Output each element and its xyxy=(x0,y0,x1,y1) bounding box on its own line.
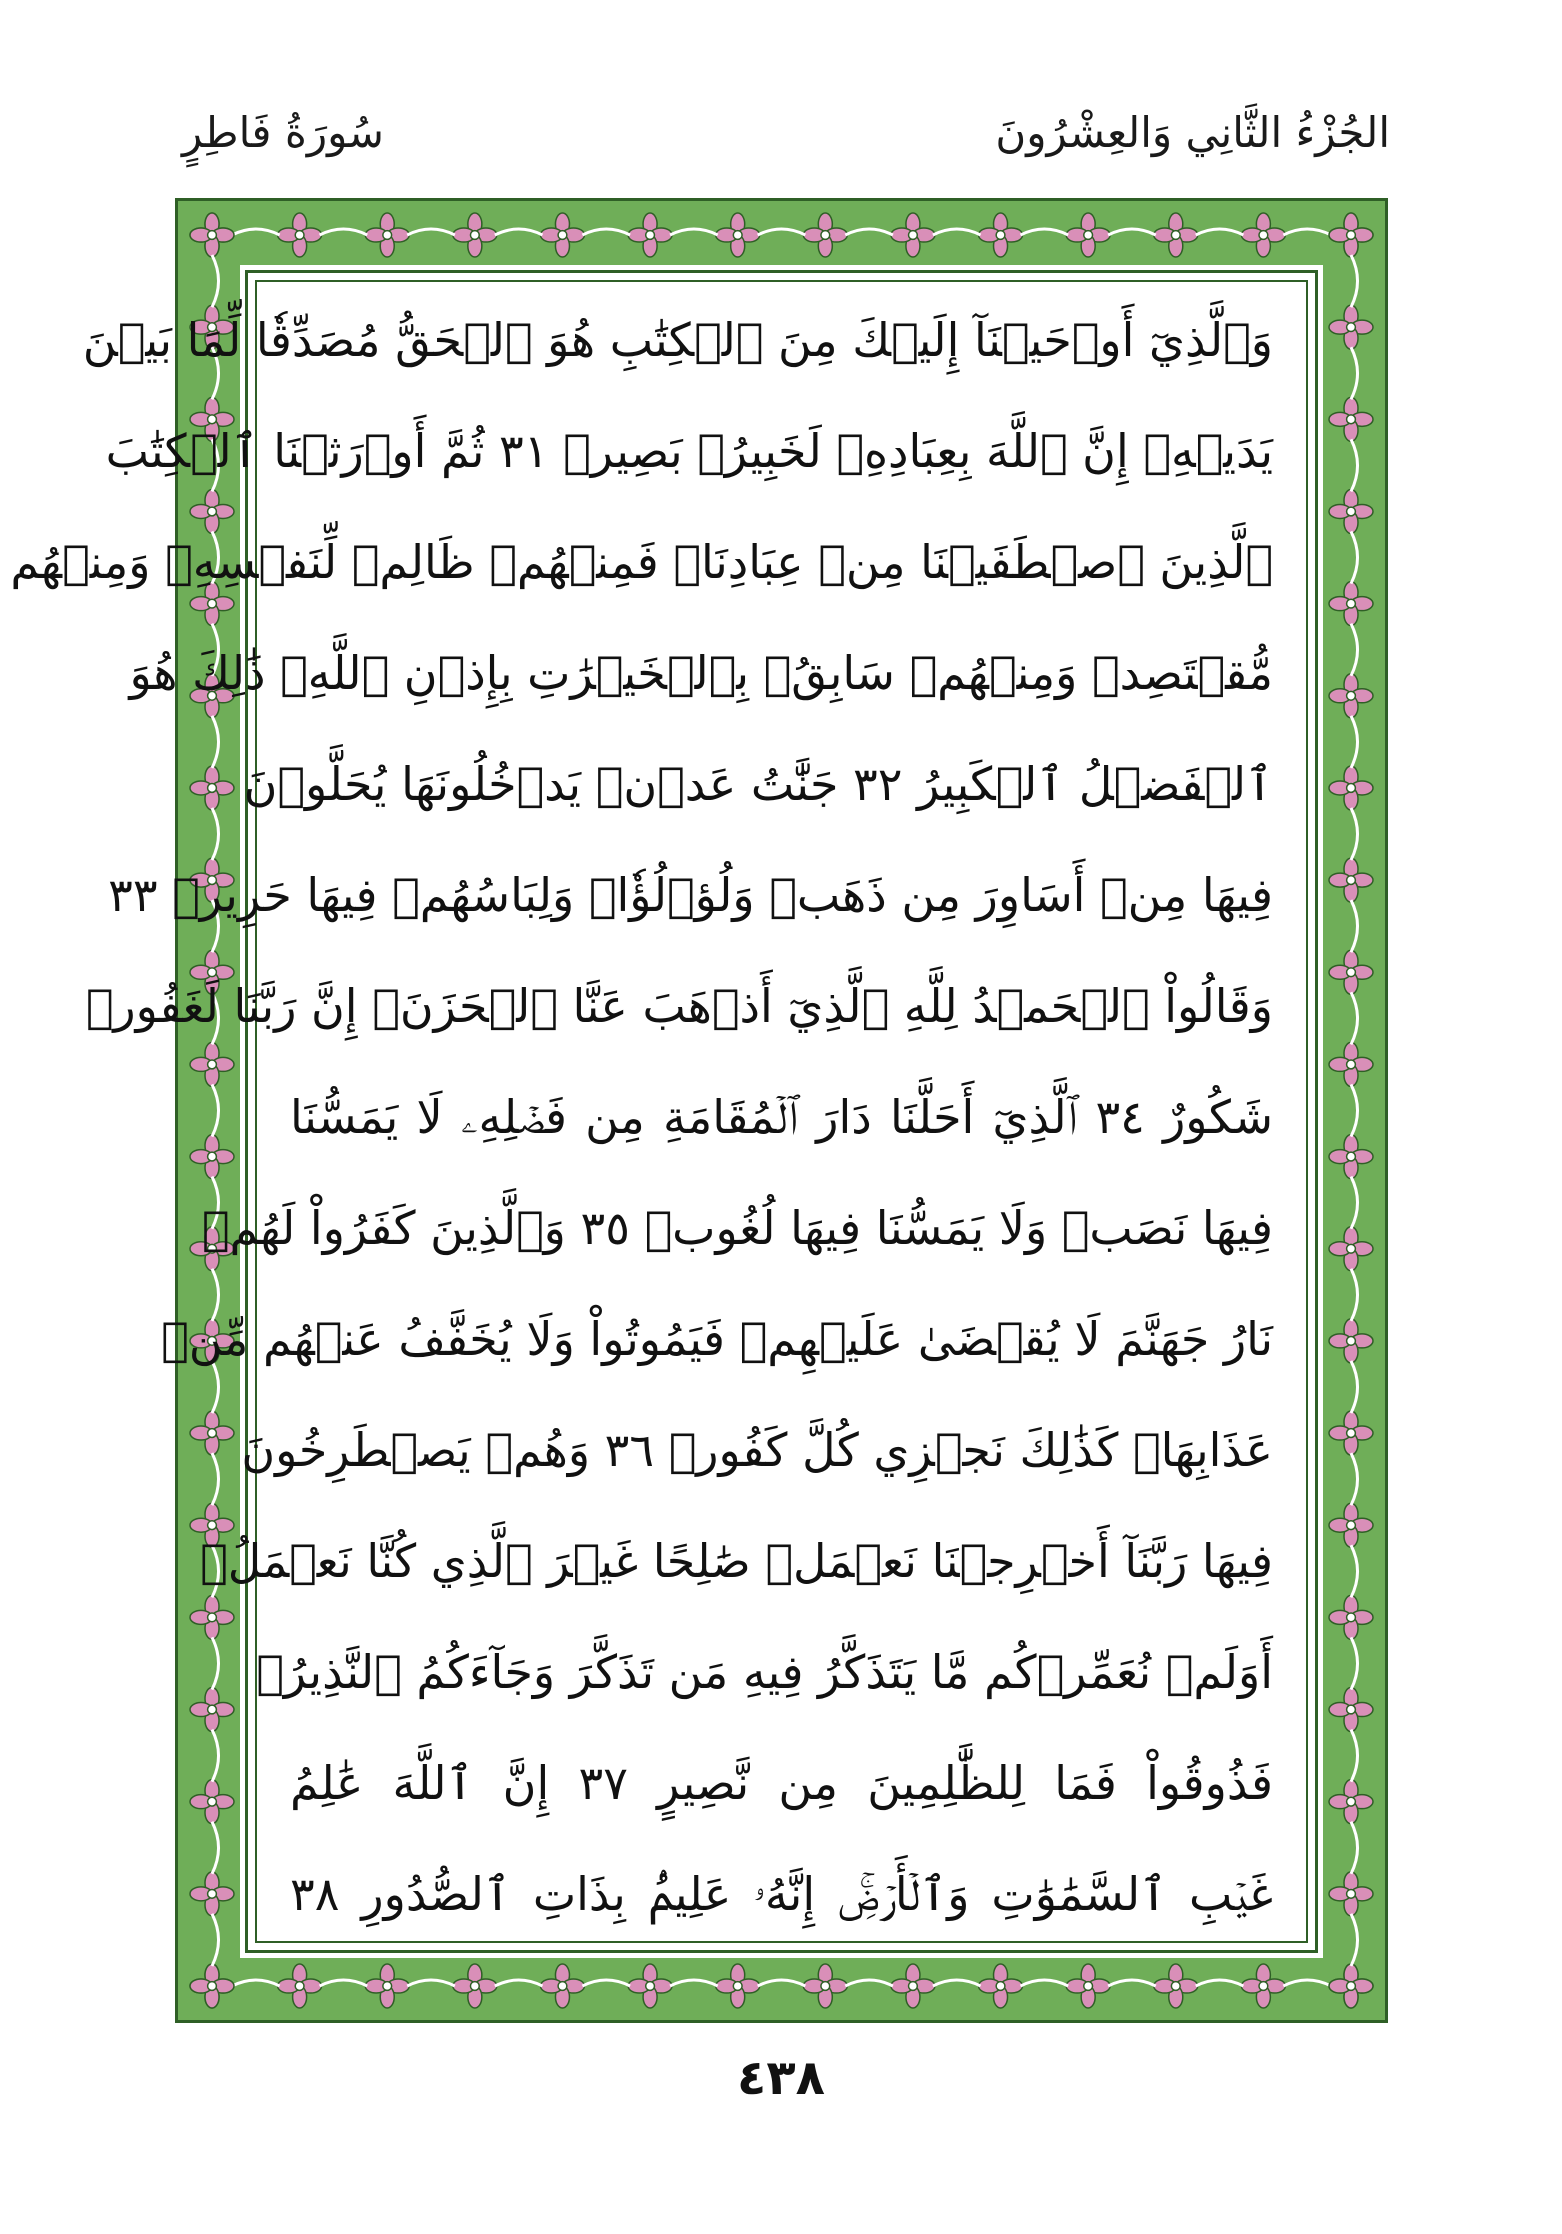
vine-ornament xyxy=(1108,1980,1156,1986)
vine-ornament xyxy=(1196,1980,1244,1986)
verse-line: فِيهَا مِنۡ أَسَاوِرَ مِن ذَهَبٖ وَلُؤۡلُؤٗاۖ وَلِبَاسُهُمۡ فِيهَا حَرِيرٞ ٣٣ xyxy=(108,868,1273,922)
verse-line: وَقَالُواْ ٱلۡحَمۡدُ لِلَّهِ ٱلَّذِيٓ أَذۡهَبَ عَنَّا ٱلۡحَزَنَۖ إِنَّ رَبَّنَا لَغَفُورٞ xyxy=(85,979,1273,1033)
flower-ornament xyxy=(628,213,672,257)
vine-ornament xyxy=(1351,1177,1358,1229)
verse-lines xyxy=(10,285,1274,1950)
flower-ornament xyxy=(891,1964,935,2008)
vine-ornament xyxy=(1021,1980,1069,1986)
vine-ornament xyxy=(1351,1914,1358,1966)
vine-ornament xyxy=(1351,439,1358,491)
flower-ornament xyxy=(1329,1964,1373,2008)
flower-ornament xyxy=(190,1780,234,1824)
flower-ornament xyxy=(1329,1872,1373,1916)
flower-ornament xyxy=(1066,213,1110,257)
flower-ornament xyxy=(716,1964,760,2008)
flower-ornament xyxy=(1329,397,1373,441)
vine-ornament xyxy=(582,229,630,235)
flower-ornament xyxy=(979,1964,1023,2008)
verse-line: غَيۡبِ ٱلسَّمَٰوَٰتِ وَٱلۡأَرۡضِۚ إِنَّهُۥ عَلِيمُۢ بِذَاتِ ٱلصُّدُورِ ٣٨ xyxy=(290,1867,1273,1921)
vine-ornament xyxy=(212,1730,219,1782)
flower-ornament xyxy=(190,1872,234,1916)
vine-ornament xyxy=(1351,808,1358,860)
vine-ornament xyxy=(758,1980,806,1986)
vine-ornament xyxy=(212,1914,219,1966)
vine-ornament xyxy=(933,1980,981,1986)
vine-ornament xyxy=(212,1453,219,1505)
verse-line: فِيهَا رَبَّنَآ أَخۡرِجۡنَا نَعۡمَلۡ صَٰلِحًا غَيۡرَ ٱلَّذِي كُنَّا نَعۡمَلُۚ xyxy=(200,1534,1273,1588)
surah-title: سُورَةُ فَاطِرٍ xyxy=(182,108,385,157)
verse-line: عَذَابِهَاۚ كَذَٰلِكَ نَجۡزِي كُلَّ كَفُورٖ ٣٦ وَهُمۡ يَصۡطَرِخُونَ xyxy=(241,1423,1273,1477)
vine-ornament xyxy=(1283,229,1331,235)
vine-ornament xyxy=(1351,992,1358,1044)
vine-ornament xyxy=(495,1980,543,1986)
vine-ornament xyxy=(1108,229,1156,235)
vine-ornament xyxy=(670,229,718,235)
flower-ornament xyxy=(803,1964,847,2008)
vine-ornament xyxy=(582,1980,630,1986)
flower-ornament xyxy=(1329,950,1373,994)
vine-ornament xyxy=(1351,716,1358,768)
vine-ornament xyxy=(1351,1453,1358,1505)
vine-ornament xyxy=(212,1084,219,1136)
vine-ornament xyxy=(1196,229,1244,235)
flower-ornament xyxy=(628,1964,672,2008)
flower-ornament xyxy=(453,1964,497,2008)
flower-ornament xyxy=(190,1135,234,1179)
flower-ornament xyxy=(1329,1135,1373,1179)
verse-line: نَارُ جَهَنَّمَ لَا يُقۡضَىٰ عَلَيۡهِمۡ فَيَمُوتُواْ وَلَا يُخَفَّفُ عَنۡهُم مِّنۡ xyxy=(161,1312,1273,1366)
vine-ornament xyxy=(320,1980,368,1986)
flower-ornament xyxy=(803,213,847,257)
vine-ornament xyxy=(1351,900,1358,952)
flower-ornament xyxy=(1329,1780,1373,1824)
flower-ornament xyxy=(1329,489,1373,533)
flower-ornament xyxy=(1241,213,1285,257)
vine-ornament xyxy=(1351,624,1358,676)
vine-ornament xyxy=(212,1637,219,1689)
vine-ornament xyxy=(1351,347,1358,399)
flower-ornament xyxy=(1329,1595,1373,1639)
verse-line: أَوَلَمۡ نُعَمِّرۡكُم مَّا يَتَذَكَّرُ فِيهِ مَن تَذَكَّرَ وَجَآءَكُمُ ٱلنَّذِيرُۖ xyxy=(256,1645,1273,1699)
vine-ornament xyxy=(1283,1980,1331,1986)
verse-line: وَٱلَّذِيٓ أَوۡحَيۡنَآ إِلَيۡكَ مِنَ ٱلۡكِتَٰبِ هُوَ ٱلۡحَقُّ مُصَدِّقٗا لِّمَا بَيۡنَ xyxy=(82,313,1273,367)
flower-ornament xyxy=(1241,1964,1285,2008)
flower-ornament xyxy=(1154,1964,1198,2008)
vine-ornament xyxy=(1351,1730,1358,1782)
vine-ornament xyxy=(1021,229,1069,235)
flower-ornament xyxy=(1329,1319,1373,1363)
vine-ornament xyxy=(1351,1269,1358,1321)
verse-line: فِيهَا نَصَبٞ وَلَا يَمَسُّنَا فِيهَا لُغُوبٞ ٣٥ وَٱلَّذِينَ كَفَرُواْ لَهُمۡ xyxy=(201,1201,1273,1255)
flower-ornament xyxy=(453,213,497,257)
vine-ornament xyxy=(758,229,806,235)
flower-ornament xyxy=(1329,1688,1373,1732)
flower-ornament xyxy=(190,766,234,810)
vine-ornament xyxy=(1351,531,1358,583)
flower-ornament xyxy=(1066,1964,1110,2008)
juz-title: الجُزْءُ الثَّانِي وَالعِشْرُونَ xyxy=(995,108,1390,157)
flower-ornament xyxy=(1329,674,1373,718)
flower-ornament xyxy=(716,213,760,257)
flower-ornament xyxy=(1329,1503,1373,1547)
vine-ornament xyxy=(1351,1545,1358,1597)
flower-ornament xyxy=(1329,213,1373,257)
vine-ornament xyxy=(670,1980,718,1986)
vine-ornament xyxy=(1351,1637,1358,1689)
flower-ornament xyxy=(540,213,584,257)
vine-ornament xyxy=(407,229,455,235)
page-number: ٤٣٨ xyxy=(737,2050,825,2106)
vine-ornament xyxy=(495,229,543,235)
vine-ornament xyxy=(320,229,368,235)
verse-line: يَدَيۡهِۗ إِنَّ ٱللَّهَ بِعِبَادِهِۦ لَخَبِيرُۢ بَصِيرٞ ٣١ ثُمَّ أَوۡرَثۡنَا ٱلۡكِتَٰبَ xyxy=(105,424,1273,478)
verse-line: ٱلۡفَضۡلُ ٱلۡكَبِيرُ ٣٢ جَنَّٰتُ عَدۡنٖ يَدۡخُلُونَهَا يُحَلَّوۡنَ xyxy=(243,757,1273,811)
flower-ornament xyxy=(540,1964,584,2008)
flower-ornament xyxy=(190,1688,234,1732)
verse-line: ٱلَّذِينَ ٱصۡطَفَيۡنَا مِنۡ عِبَادِنَاۖ فَمِنۡهُمۡ ظَالِمٞ لِّنَفۡسِهِۦ وَمِنۡهُم xyxy=(10,535,1273,589)
flower-ornament xyxy=(979,213,1023,257)
flower-ornament xyxy=(365,213,409,257)
vine-ornament xyxy=(232,1980,280,1986)
vine-ornament xyxy=(1351,1084,1358,1136)
vine-ornament xyxy=(407,1980,455,1986)
flower-ornament xyxy=(1329,305,1373,349)
vine-ornament xyxy=(232,229,280,235)
verse-line: شَكُورٌ ٣٤ ٱلَّذِيٓ أَحَلَّنَا دَارَ ٱلۡمُقَامَةِ مِن فَضۡلِهِۦ لَا يَمَسُّنَا xyxy=(290,1090,1273,1144)
flower-ornament xyxy=(278,213,322,257)
flower-ornament xyxy=(365,1964,409,2008)
flower-ornament xyxy=(190,1964,234,2008)
flower-ornament xyxy=(278,1964,322,2008)
vine-ornament xyxy=(1351,1822,1358,1874)
vine-ornament xyxy=(212,1822,219,1874)
flower-ornament xyxy=(1154,213,1198,257)
verse-line: فَذُوقُواْ فَمَا لِلظَّٰلِمِينَ مِن نَّصِيرٍ ٣٧ إِنَّ ٱللَّهَ عَٰلِمُ xyxy=(290,1756,1274,1810)
flower-ornament xyxy=(1329,1227,1373,1271)
vine-ornament xyxy=(1351,1361,1358,1413)
flower-ornament xyxy=(1329,582,1373,626)
vine-ornament xyxy=(845,1980,893,1986)
verse-line: مُّقۡتَصِدٞ وَمِنۡهُمۡ سَابِقُۢ بِٱلۡخَيۡرَٰتِ بِإِذۡنِ ٱللَّهِۚ ذَٰلِكَ هُوَ xyxy=(129,646,1273,700)
vine-ornament xyxy=(845,229,893,235)
flower-ornament xyxy=(190,213,234,257)
flower-ornament xyxy=(1329,858,1373,902)
flower-ornament xyxy=(891,213,935,257)
flower-ornament xyxy=(190,1411,234,1455)
flower-ornament xyxy=(1329,766,1373,810)
vine-ornament xyxy=(1351,255,1358,307)
flower-ornament xyxy=(1329,1411,1373,1455)
vine-ornament xyxy=(933,229,981,235)
flower-ornament xyxy=(1329,1042,1373,1086)
